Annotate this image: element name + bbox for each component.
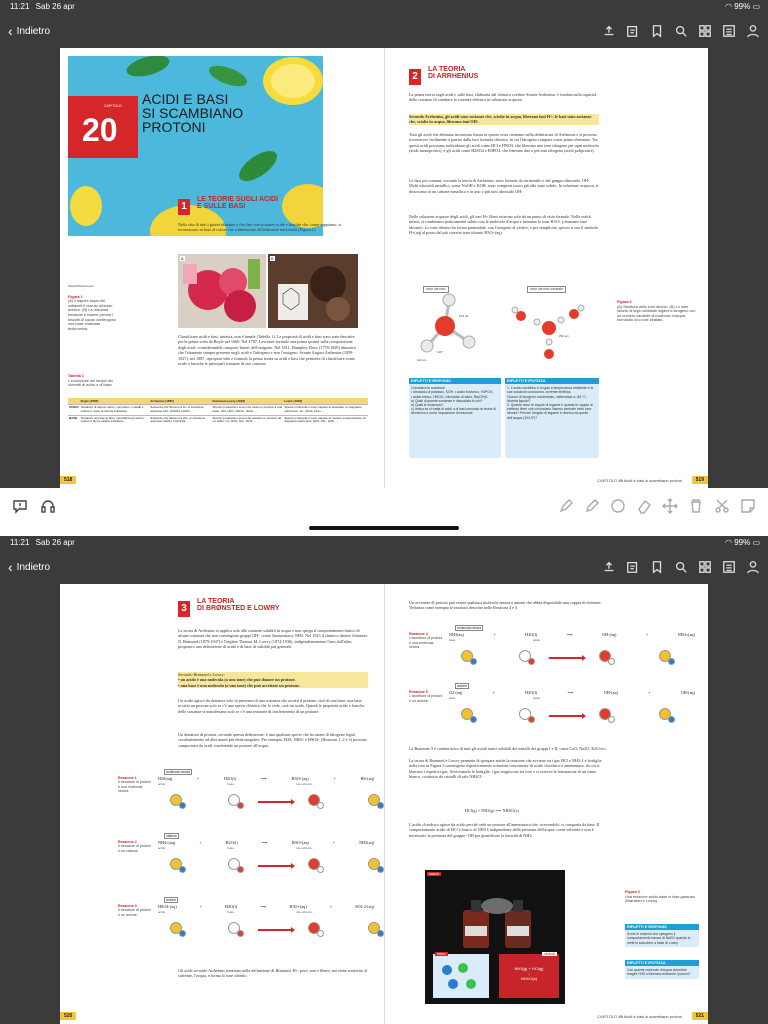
pencil-icon[interactable] bbox=[584, 498, 600, 519]
battery-icon: ▭ bbox=[752, 538, 760, 547]
section-3-body-1: Un acido agisce da donatore solo in presenza di una sostanza che accetti il protone, cioè di una base; una base accetta un protone solo se c'è una specie chimica che lo cede, cioè un acido. Quindi le proprietà acide e basiche delle sostanze si manifestano solo se c'è una reazione di trasferimento di un protone. bbox=[178, 698, 365, 714]
box-title: RIFLETTI E RISPONDI bbox=[625, 924, 699, 930]
box-line: Cloruro di idrogeno condensato, raffreddato a -85 °C, diventa liquido? bbox=[507, 394, 587, 403]
status-date: Sab 26 apr bbox=[35, 2, 75, 11]
reaction-desc: Il donatore di protoni è un anione. bbox=[118, 908, 151, 917]
bond-length-label: 111 pm bbox=[417, 358, 427, 362]
home-indicator[interactable] bbox=[309, 526, 459, 530]
equation-term: ⟶ bbox=[261, 840, 268, 845]
box-title: RIFLETTI E RISPONDI bbox=[409, 378, 501, 384]
definition-title: Secondo Brønsted e Lowry: bbox=[178, 672, 225, 677]
section-number: 2 bbox=[409, 69, 421, 85]
role-label: base bbox=[227, 910, 234, 914]
figure-credit: iStock/Shutterstock bbox=[68, 284, 94, 288]
status-right bbox=[725, 0, 760, 14]
section-number: 1 bbox=[178, 199, 190, 215]
equation-term: + bbox=[196, 776, 200, 781]
role-label: base bbox=[227, 782, 234, 786]
atom-model bbox=[528, 658, 535, 665]
figure-2-label-b: ione idronio idratato bbox=[527, 286, 566, 293]
atom-model bbox=[317, 930, 324, 937]
table-cell: Sostanze untuose al tatto, neutralizza gli acidi e colora in blu la cartina indicatore. bbox=[80, 415, 150, 425]
reaction-arrow bbox=[258, 865, 292, 867]
box-line: Considera le sostanze: bbox=[411, 386, 446, 391]
table-cell: Sostanze di sapore aspro, corrodono i metalli e colora in rosso la cartina indicatore. bbox=[80, 405, 150, 416]
atom-model bbox=[528, 716, 535, 723]
role-label: acido bbox=[158, 910, 166, 914]
toolbar-icons bbox=[602, 24, 760, 38]
reaction-equation bbox=[449, 632, 695, 637]
page-footer: CAPITOLO 20 Acidi e basi si scambiano protoni bbox=[597, 478, 682, 483]
table-cell: Sostanza che libera ioni OH- in soluzione acquosa: NaOH, Ca(OH)2, ... bbox=[149, 415, 211, 425]
figure-3-photo bbox=[425, 870, 565, 1004]
box-text: Scrivi le reazioni che spiegano il comportamento basico di Na2O quando lo metti in soluzione a base di Lowry. bbox=[627, 932, 691, 945]
atom-model bbox=[608, 716, 615, 723]
section-2-body-1: Tutti gli acidi che abbiamo incontrato finora in questo testo rientrano nella definizione di Arrhenius e si possono riconoscere facilmente a partire dalla loro formula chimica, in cui l'idrogeno compare come primo elemento. Tra questi acidi possiamo individuare gli acidi come HCl e HNO3, che liberano uno ione idrogeno per ogni molecola (acidi monoprotici), e gli acidi come H2SO4 e H3PO4, che liberano due o più ioni idrogeno (acidi poliprotici). bbox=[409, 132, 599, 154]
equation-term: H2O(l) bbox=[225, 904, 238, 909]
paragraph-gas-reaction: La teoria di Brønsted e Lowry permette di spiegare anche la reazione che avviene tra i gas HCl e NH3. Le bottiglie nella foto in Figura 3 contengono rispettivamente soluzioni concentrate di acido cloridrico e ammoniaca, da cui si liberano i rispettivi gas. Avvicinando le bottiglie, i gas reagiscono tra loro e si osserva la formazione di un fumo bianco, costituito da cristalli di sale NH4Cl: bbox=[409, 758, 602, 780]
atom-model bbox=[377, 930, 384, 937]
atom-model bbox=[237, 802, 244, 809]
comment-icon[interactable] bbox=[12, 498, 28, 519]
equation-term: HSO4-(aq) bbox=[158, 904, 177, 909]
equation-term: O2-(aq) bbox=[449, 690, 463, 695]
equation-term: ⟶ bbox=[260, 904, 267, 909]
status-date: Sab 26 apr bbox=[35, 538, 75, 547]
reaction-equation bbox=[158, 776, 374, 781]
bookmark-icon[interactable] bbox=[650, 560, 664, 574]
table-1-text: L'evoluzione nel tempo dei concetti di acido e di base bbox=[68, 378, 113, 388]
reaction-roles bbox=[449, 696, 695, 700]
equation-term: + bbox=[333, 776, 336, 781]
section-1-heading bbox=[178, 196, 278, 215]
reaction-name: Reazione 3 bbox=[118, 904, 137, 908]
bronsted-definition bbox=[178, 672, 368, 688]
table-header: Brønsted-Lowry (1923) bbox=[212, 398, 284, 405]
page-number: 521 bbox=[692, 1012, 708, 1020]
definition-base: • una base è una molecola (o uno ione) che può accettare un protone. bbox=[178, 682, 300, 688]
chapter-number: 20 bbox=[82, 112, 118, 148]
acceptor-intro: Un accettore di protoni può essere qualsiasi molecola neutra o anione che abbia disponibile una coppia di elettroni. Vediamo come esempio le reazioni descritte nelle Reazioni 4 e 5. bbox=[409, 600, 602, 611]
equation-term: ⟶ bbox=[567, 690, 574, 695]
reader-toolbar bbox=[0, 550, 768, 584]
equation-term: + bbox=[492, 690, 495, 695]
status-time: 11:21 bbox=[10, 538, 30, 547]
edit-icon[interactable] bbox=[626, 560, 640, 574]
reaction-row bbox=[409, 686, 695, 738]
note-icon[interactable] bbox=[740, 498, 756, 519]
table-cell: Specie (molecola o ione) che accetta un protone da un acido: Cl-, H2O, OH-, NH3, ... bbox=[212, 415, 284, 425]
box-line: • idrossido di potassio, KOH; • acido fosforico, H3PO4; bbox=[411, 390, 493, 395]
section-number: 3 bbox=[178, 601, 190, 617]
move-icon[interactable] bbox=[662, 498, 678, 519]
figure-1-label-a: A bbox=[181, 256, 184, 261]
atom-model bbox=[470, 658, 477, 665]
reaction-name: Reazione 4 bbox=[409, 632, 428, 636]
reaction-name: Reazione 2 bbox=[118, 840, 137, 844]
table-cell: BASE bbox=[68, 415, 80, 425]
table-cell: Specie (molecola o ione) che cede un protone a una base: HCl, H2O, HSO4-, NH4+ ... bbox=[212, 405, 284, 416]
back-label: Indietro bbox=[16, 561, 51, 573]
annotation-right-tools bbox=[558, 498, 756, 519]
reaction-equation bbox=[158, 840, 374, 845]
list-icon[interactable] bbox=[722, 24, 736, 38]
back-label: Indietro bbox=[16, 25, 51, 37]
pen-icon[interactable] bbox=[558, 498, 574, 519]
rifletti-rispondi-box bbox=[625, 924, 699, 947]
table-header: Lewis (1923) bbox=[283, 398, 368, 405]
page-number: 520 bbox=[60, 1012, 76, 1020]
status-bar bbox=[0, 536, 768, 550]
audio-icon[interactable] bbox=[40, 498, 56, 519]
atom-model bbox=[377, 802, 384, 809]
equation-term: H2O(l) bbox=[223, 776, 237, 781]
reactions-left bbox=[110, 772, 380, 972]
role-label: base bbox=[449, 696, 456, 700]
section-title: LA TEORIA DI ARRHENIUS bbox=[428, 66, 479, 80]
page-521 bbox=[384, 584, 708, 1024]
page-number: 518 bbox=[60, 476, 76, 484]
chapter-title-line3: PROTONI bbox=[142, 119, 206, 135]
section-2-intro: La prima teoria sugli acidi e sulle basi, elaborata dal chimico svedese Svante Arrhenius, è fondata sulla capacità delle sostanze di condurre la corrente elettrica in soluzione acquosa. bbox=[409, 92, 597, 103]
equation-term: NH3(aq) bbox=[449, 632, 464, 637]
role-label: acido bbox=[158, 846, 166, 850]
equation-term: NH4+(aq) bbox=[677, 632, 695, 637]
reaction-roles bbox=[158, 782, 374, 786]
role-label: acido bbox=[532, 638, 541, 642]
figure-1-image-a bbox=[178, 254, 266, 328]
figure-2-hydronium bbox=[409, 286, 599, 368]
box-title: RIFLETTI E IPOTIZZA bbox=[505, 378, 599, 384]
share-icon[interactable] bbox=[602, 24, 616, 38]
page-footer: CAPITOLO 20 Acidi e basi si scambiano protoni bbox=[597, 1014, 682, 1019]
figure-3-title: Figura 3 bbox=[625, 890, 640, 894]
reaction-tag: anione bbox=[457, 684, 468, 688]
reactions-right bbox=[401, 628, 701, 748]
reaction-row bbox=[118, 900, 374, 952]
status-bar bbox=[0, 0, 768, 14]
table-cell: Sostanza che libera ioni H+ in soluzione acquosa: HCl, H2SO4, HNO3, ... bbox=[149, 405, 211, 416]
table-row bbox=[68, 415, 368, 425]
box-line: b) Quali si ionizzano? bbox=[411, 403, 444, 408]
equation-term: ⟶ bbox=[566, 632, 573, 637]
table-row bbox=[68, 405, 368, 416]
reaction-desc: L'accettore di protoni è una molecola neutra. bbox=[409, 636, 443, 650]
reaction-roles bbox=[449, 638, 695, 642]
bookmark-icon[interactable] bbox=[650, 24, 664, 38]
hydronium-model bbox=[409, 286, 599, 368]
circle-icon[interactable] bbox=[610, 498, 626, 519]
section-1-intro: Nella vita di tutti i giorni abbiamo a che fare con sostanze acide e basiche che, come sappiamo, si riconoscono in base al colore che conferiscono all'indicatore universale (Figura 1). bbox=[178, 222, 342, 233]
equation-term: + bbox=[329, 904, 333, 909]
account-icon[interactable] bbox=[746, 560, 760, 574]
paragraph-oxides: La Reazione 5 è caratteristica di tutti gli ossidi ionici solubili dei metalli dei gruppi I e II, come CaO, Na2O, K2O ecc. bbox=[409, 746, 608, 751]
figure-1-caption bbox=[68, 284, 120, 331]
equation-term: NH4+(aq) bbox=[158, 840, 176, 845]
reaction-name: Reazione 5 bbox=[409, 690, 428, 694]
role-label: base bbox=[449, 638, 456, 642]
figure-2-label-a: ione idronio bbox=[423, 286, 449, 293]
reaction-label bbox=[409, 690, 443, 703]
atom-model bbox=[179, 930, 186, 937]
table-1 bbox=[68, 398, 368, 425]
wifi-icon: ◠ bbox=[724, 538, 732, 547]
status-right bbox=[725, 536, 760, 550]
reaction-roles bbox=[158, 910, 374, 914]
atom-model bbox=[237, 866, 244, 873]
equation-term: + bbox=[199, 904, 203, 909]
arrhenius-definition: Secondo Arrhenius, gli acidi sono sostanze che, sciolte in acqua, liberano ioni H+; le basi sono sostanze che, sciolte in acqua, liberano ioni OH-. bbox=[409, 114, 599, 125]
equation-term: + bbox=[199, 840, 202, 845]
reaction-desc: Il donatore di protoni è una molecola neutra. bbox=[118, 780, 151, 794]
equation-term: H3O+(aq) bbox=[291, 840, 309, 845]
section-3-body-2: Un donatore di protoni, secondo questa definizione: è una qualsiasi specie che ha atomi di idrogeno legati covalentemente ad altri atomi più elettronegativi. Per esempio, H2S, NH4+ e HSO4- (Reazioni 1, 2 e 3) possono comportarsi da acidi, trasferendo un protone all'acqua. bbox=[178, 732, 367, 748]
table-header: Arrhenius (1887) bbox=[149, 398, 211, 405]
search-icon[interactable] bbox=[674, 24, 688, 38]
reaction-desc: L'accettore di protoni è un anione. bbox=[409, 694, 443, 703]
atom-model bbox=[668, 716, 675, 723]
chapter-title-line2: SI SCAMBIANO bbox=[142, 105, 244, 121]
rifletti-ipotizza-box bbox=[625, 960, 699, 979]
box-title: RIFLETTI E IPOTIZZA bbox=[625, 960, 699, 966]
table-cell: Specie (molecola o ione) capace di accettare un doppietto elettronico: H+, AlCl3, Fe3+ ... bbox=[283, 405, 368, 416]
reaction-label bbox=[118, 904, 152, 917]
atom-model bbox=[668, 658, 675, 665]
table-cell: ACIDO bbox=[68, 405, 80, 416]
reaction-row bbox=[118, 772, 374, 824]
equation-term: H2O(l) bbox=[225, 840, 238, 845]
section-title: LE TEORIE SUGLI ACIDI E SULLE BASI bbox=[197, 196, 279, 210]
bond-angle-label: 110° bbox=[437, 350, 443, 354]
box-line: c) Indica se si tratta di acidi o di basi secondo la teoria di Arrhenius e scrivi l'equazione di reazione. bbox=[411, 407, 496, 416]
section-3-heading bbox=[178, 598, 280, 617]
battery-text: 99% bbox=[734, 538, 751, 547]
atom-model bbox=[317, 866, 324, 873]
figure-1-image-b bbox=[268, 254, 358, 328]
atom-model bbox=[237, 930, 244, 937]
figure-3-eq-top: NH3(g) + HCl(g) bbox=[514, 966, 544, 971]
page-519 bbox=[384, 48, 708, 488]
figure-3-text: Una reazione acido-base in fase gassosa (Brønsted e Lowry). bbox=[625, 894, 695, 904]
box-line: 2. Quante sono le coppie di legame e quante le coppie di elettroni liberi che circondano l'atomo centrale nello ione idronio? Perché l'angolo di legame è diverso da quello dell'acqua (104,5°)? bbox=[507, 403, 593, 420]
equation-term: HS-(aq) bbox=[360, 776, 374, 781]
equation-term: ⟶ bbox=[260, 776, 267, 781]
battery-icon: ▭ bbox=[752, 2, 760, 11]
chapter-label: CAPITOLO bbox=[104, 104, 122, 108]
section-2-heading bbox=[409, 66, 478, 85]
page-518 bbox=[60, 48, 384, 488]
role-label: acido bbox=[158, 782, 166, 786]
reaction-tag: anione bbox=[166, 898, 177, 902]
figure-3-micro bbox=[433, 954, 489, 998]
reaction-name: Reazione 1 bbox=[118, 776, 137, 780]
reaction-tag: molecola neutra bbox=[166, 770, 191, 774]
wifi-icon: ◠ bbox=[724, 2, 732, 11]
equation-term: H2O(l) bbox=[525, 690, 538, 695]
equation-term: OH-(aq) bbox=[603, 690, 618, 695]
equation-term: + bbox=[493, 632, 496, 637]
figure-2-title: Figura 2 bbox=[617, 300, 632, 304]
figure-3-symbols bbox=[499, 954, 559, 998]
chapter-title-line1: ACIDI E BASI bbox=[142, 91, 229, 107]
bond-length-label: 102 pm bbox=[459, 314, 470, 318]
cut-icon[interactable] bbox=[714, 498, 730, 519]
box-text: Con quante molecole d'acqua dovrebbe reagire H3S si liberano entrambi i protoni? bbox=[627, 968, 691, 977]
reaction-tag: catione bbox=[166, 834, 177, 838]
reaction-row bbox=[118, 836, 374, 888]
reaction-row bbox=[409, 628, 695, 680]
figure-1-text: (A) Il sapore aspro dei sottaceti è dovuto all'acido acetico. (B) La rinsunda fondante è essere perché i biscotti di cacao contengono una base chiamata teobromina. bbox=[68, 299, 116, 331]
annotation-left-tools bbox=[12, 498, 56, 519]
figure-1-label-b: B bbox=[271, 256, 274, 261]
reaction-roles bbox=[158, 846, 374, 850]
equation-term: H2S(aq) bbox=[158, 776, 173, 781]
definition-acid: • un acido è una molecola (o uno ione) che può donare un protone. bbox=[178, 677, 296, 683]
account-icon[interactable] bbox=[746, 24, 760, 38]
atom-model bbox=[608, 658, 615, 665]
toolbar-icons bbox=[602, 560, 760, 574]
box-line: 1. L'acido cloridrico è un gas a temperatura ambiente e le sue soluzioni conducono corrente elettrica. bbox=[507, 386, 594, 395]
bond-length-label: 252 pm bbox=[559, 334, 570, 338]
equation-term: SO4 2-(aq) bbox=[355, 904, 374, 909]
reaction-equation bbox=[158, 904, 374, 909]
edit-icon[interactable] bbox=[626, 24, 640, 38]
equation-term: + bbox=[645, 632, 649, 637]
table-1-title: Tabella 1 bbox=[68, 374, 84, 378]
search-icon[interactable] bbox=[674, 560, 688, 574]
equation-term: + bbox=[332, 840, 336, 845]
section-3-body-3: Gli acidi secondo Arrhenius rientrano nella definizione di Brønsted, H+, però, non è libero, ma viene trasferito al solvente, l'acqua, e forma lo ione idronio. bbox=[178, 968, 368, 979]
spread-518-519 bbox=[60, 48, 708, 488]
atom-model bbox=[179, 802, 186, 809]
section-1-body: Classificare acidi e basi, tuttavia, non è banale (Tabella 1). Le proprietà di acidi e basi sono state descritte per la prima volta da Boyle nel 1660. Nel 1787, Lavoisier formulò una prima ipotesi sulla composizione degli acidi, considerandoli composti binari dell'ossigeno. Nel 1811, Humphry Davy (1778-1829) dimostrò che l'elemento sempre presente negli acidi è l'idrogeno e non l'ossigeno. Svante August Arrhenius (1859-1927), nel 1887, ripropose idee e formulò la prima teoria su acidi e basi che permette di classificare come acide o basiche le principali sostanze di uso comune. bbox=[178, 334, 356, 367]
table-header: Boyle (1660) bbox=[80, 398, 150, 405]
reaction-arrow bbox=[549, 657, 583, 659]
equation-term: + bbox=[648, 690, 651, 695]
section-2-body-2: Le basi più comuni, secondo la teoria di Arrhenius, sono formate da un metallo e dal gruppo idrossido, OH-. Molti idrossidi metallici, come NaOH e KOH, sono composti ionici già allo stato solido. In soluzione acquosa, si dissociano in un catione metallico e in uno o più ioni idrossido OH-. bbox=[409, 178, 599, 194]
chapter-title bbox=[142, 92, 243, 134]
reaction-label bbox=[409, 632, 443, 650]
rifletti-rispondi-box bbox=[409, 378, 501, 458]
spread-520-521 bbox=[60, 584, 708, 1024]
grid-icon[interactable] bbox=[698, 560, 712, 574]
reaction-arrow bbox=[549, 715, 583, 717]
back-button[interactable] bbox=[8, 559, 51, 575]
chevron-left-icon: ‹ bbox=[8, 23, 13, 39]
figure-3-eq-bottom: NH4Cl(s) bbox=[520, 976, 538, 981]
equation-term: H3O+(aq) bbox=[289, 904, 307, 909]
equation-term: OH-(aq) bbox=[602, 632, 617, 637]
section-3-intro: La teoria di Arrhenius si applica solo alle sostanze solubili in acqua e non spiega il comportamento basico di alcune sostanze che non contengono gruppi OH-, come l'ammoniaca, NH3. Nel 1923 il chimico danese Johannes N. Brønsted (1879-1947) e l'inglese Thomas M. Lowry (1874-1936), indipendentemente l'uno dall'altro, proposero una definizione di acido e di base di validità più generale. bbox=[178, 628, 368, 650]
reaction-label bbox=[118, 776, 152, 794]
figure-2-text: (A) Struttura dello ione idronio. (B) Lo ione idronio si lega mediante legami a idrogeno con un numero variabile di molecole d'acqua, formando uno ione idratato. bbox=[617, 304, 696, 323]
role-label: ione idronio bbox=[296, 782, 312, 786]
reaction-desc: Il donatore di protoni è un catione. bbox=[118, 844, 151, 853]
reaction-tag: molecola neutra bbox=[457, 626, 482, 630]
reader-toolbar bbox=[0, 14, 768, 48]
equation-term: H3O+(aq) bbox=[291, 776, 309, 781]
figure-1-title: Figura 1 bbox=[68, 294, 83, 299]
role-label: ione idronio bbox=[296, 910, 312, 914]
table-1-caption bbox=[68, 374, 120, 388]
eraser-icon[interactable] bbox=[636, 498, 652, 519]
section-title: LA TEORIA DI BRØNSTED E LOWRY bbox=[197, 598, 280, 612]
page-number: 519 bbox=[692, 476, 708, 484]
equation-term: OH-(aq) bbox=[680, 690, 695, 695]
equation-nh4cl: HCl(g) + NH3(g) ⟶ NH4Cl(s) bbox=[465, 808, 519, 813]
atom-model bbox=[377, 866, 384, 873]
reaction-arrow bbox=[258, 929, 292, 931]
battery-text: 99% bbox=[734, 2, 751, 11]
list-icon[interactable] bbox=[722, 560, 736, 574]
chevron-left-icon: ‹ bbox=[8, 559, 13, 575]
atom-model bbox=[317, 802, 324, 809]
equation-term: H2O(l) bbox=[525, 632, 538, 637]
status-time: 11:21 bbox=[10, 2, 30, 11]
grid-icon[interactable] bbox=[698, 24, 712, 38]
role-label: ione idronio bbox=[296, 846, 312, 850]
section-2-body-3: Nelle soluzioni acquose degli acidi, gli ioni H+ liberi esistono solo da un punto di vista formale. Nella realtà, infatti, si combinano praticamente subito con le molecole d'acqua e formano lo ione H3O+ (chiamato ione idronio). Lo ione idronio ha forma piramidale, con l'ossigeno al vertice, e per semplicità, spesso si usa il simbolo H+(aq) al posto dal più corretto ione idronio H3O+(aq). bbox=[409, 214, 598, 236]
box-line: a) Quali di queste sostanze è dissociata in ioni? bbox=[411, 398, 483, 403]
back-button[interactable] bbox=[8, 23, 51, 39]
role-label: acido bbox=[532, 696, 541, 700]
annotation-toolbar bbox=[0, 488, 768, 528]
rifletti-ipotizza-box bbox=[505, 378, 599, 458]
figure-3-symbols-label: simboli bbox=[544, 952, 555, 956]
atom-model bbox=[179, 866, 186, 873]
figure-2-caption bbox=[617, 300, 697, 323]
figure-3-caption bbox=[625, 890, 699, 904]
table-cell: Specie (molecola o ione) capace di mettere a disposizione un doppietto elettronico: NH3, OH-, H2O, ... bbox=[284, 415, 367, 424]
box-line: • acido nitrico, HNO3; • idrossido di bario, Ba(OH)2. bbox=[411, 394, 489, 399]
figure-3-eq-arrow: ↓ bbox=[528, 971, 530, 976]
reaction-label bbox=[118, 840, 152, 853]
reaction-arrow bbox=[258, 801, 292, 803]
share-icon[interactable] bbox=[602, 560, 616, 574]
figure-3-micro-label: micro bbox=[437, 952, 446, 956]
page-520 bbox=[60, 584, 384, 1024]
role-label: base bbox=[227, 846, 234, 850]
figure-3-macro-label: macro bbox=[429, 872, 439, 876]
reaction-equation bbox=[449, 690, 695, 695]
atom-model bbox=[470, 716, 477, 723]
paragraph-explanation: L'acido cloridrico agisce da acido perché cede un protone all'ammoniaca che, ricevendolo, si comporta da base. Il comportamento acido di HCl e basico di NH3 è indipendente dalla presenza dell'acqua: come solvente e non è necessario la presenza del gruppo -OH per giustificare la basicità di NH3. bbox=[409, 822, 600, 838]
chapter-badge bbox=[68, 96, 138, 158]
equation-term: NH3(aq) bbox=[359, 840, 374, 845]
trash-icon[interactable] bbox=[688, 498, 704, 519]
